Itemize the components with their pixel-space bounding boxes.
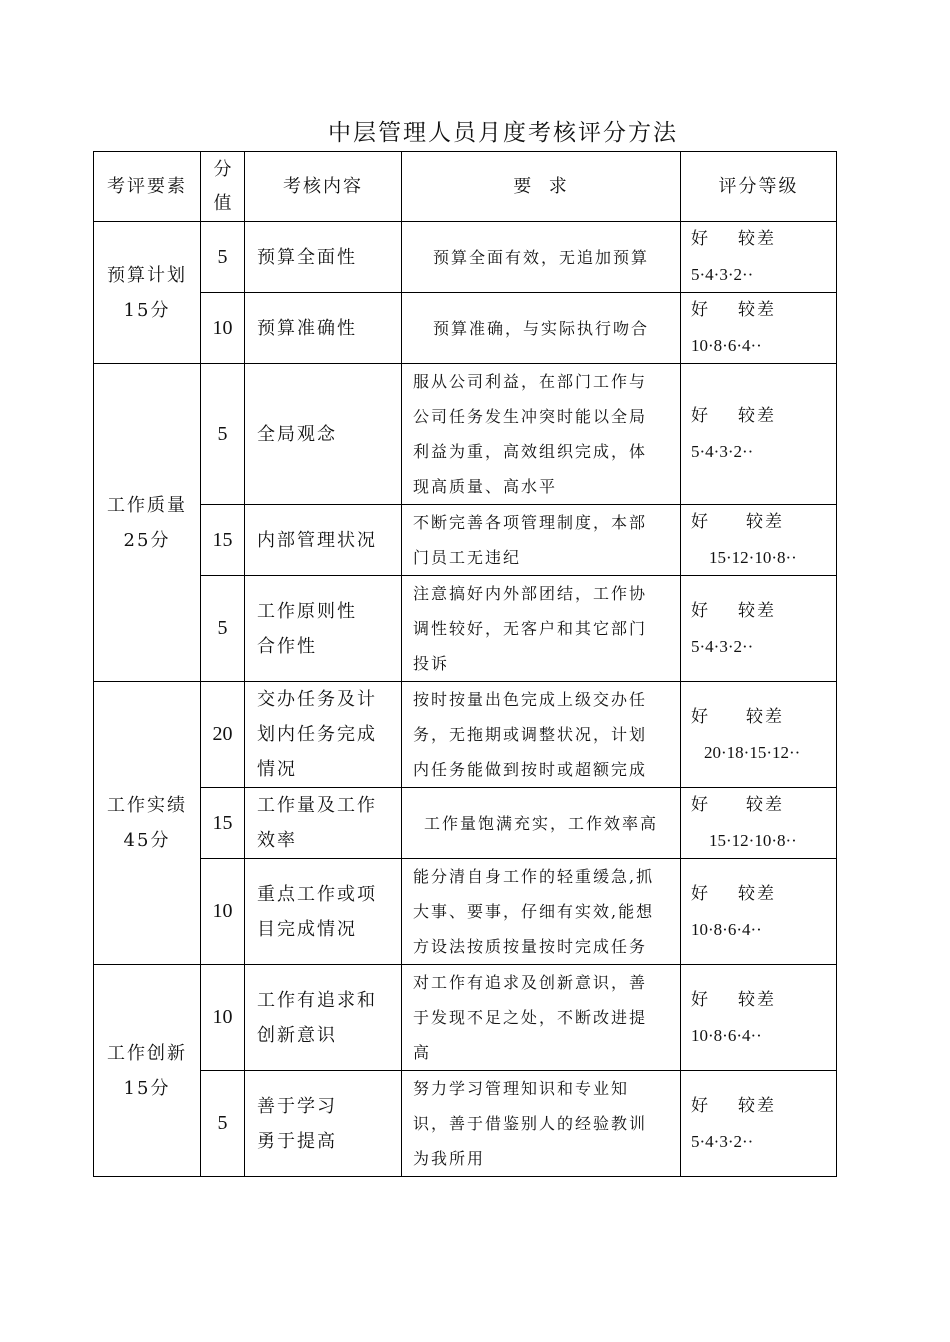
grade-poor-label: 较差 <box>746 795 784 815</box>
content-line: 内部管理状况 <box>257 529 377 551</box>
content-cell <box>245 505 402 576</box>
grade-scores: 15·12·10·8·· <box>709 548 797 567</box>
grade-cell <box>681 293 837 364</box>
grade-labels <box>691 877 836 912</box>
content-line: 情况 <box>257 759 297 780</box>
requirement-line: 投诉 <box>413 654 450 673</box>
grade-good-label: 好 <box>691 795 710 815</box>
content-line: 预算全面性 <box>257 246 357 268</box>
content-line: 重点工作或项 <box>257 883 377 905</box>
grade-good-label: 好 <box>691 1095 710 1116</box>
table-row <box>94 576 837 682</box>
grade-labels <box>691 293 836 328</box>
requirement-line: 门员工无违纪 <box>413 548 522 567</box>
requirement-line: 利益为重，高效组织完成，体 <box>413 442 648 461</box>
grade-poor-label: 较差 <box>738 883 776 904</box>
grade-scores: 5·4·3·2·· <box>691 265 754 284</box>
grade-cell <box>681 788 837 859</box>
requirement-line: 现高质量、高水平 <box>413 477 558 496</box>
requirement-cell <box>402 576 681 682</box>
grade-cell <box>681 859 837 965</box>
element-total: 45分 <box>123 830 171 851</box>
grade-poor-label: 较差 <box>738 1095 776 1116</box>
content-line: 划内任务完成 <box>257 724 377 745</box>
element-name: 工作质量 <box>107 494 187 516</box>
requirement-line: 预算全面有效，无追加预算 <box>432 247 649 267</box>
requirement-cell <box>402 859 681 965</box>
header-requirement-label: 要 求 <box>513 175 569 197</box>
grade-good-label: 好 <box>691 600 710 621</box>
header-row <box>94 152 837 222</box>
content-line: 工作量及工作 <box>257 795 377 816</box>
requirement-line: 服从公司利益，在部门工作与 <box>413 372 648 391</box>
value-cell: 5 <box>201 1071 245 1177</box>
grade-poor-label: 较差 <box>738 600 776 621</box>
content-cell <box>245 682 402 788</box>
table-row <box>94 505 837 576</box>
header-requirement <box>402 152 681 222</box>
table-row <box>94 364 837 505</box>
requirement-line: 注意搞好内外部团结，工作协 <box>413 584 648 603</box>
header-value-line2: 值 <box>213 192 232 214</box>
element-total: 15分 <box>123 1077 171 1099</box>
table-row <box>94 293 837 364</box>
content-line: 效率 <box>257 830 297 851</box>
requirement-line: 为我所用 <box>413 1149 486 1168</box>
grade-cell <box>681 364 837 505</box>
value-cell: 5 <box>201 576 245 682</box>
requirement-cell <box>402 788 681 859</box>
requirement-line: 务，无拖期或调整状况，计划 <box>413 725 648 744</box>
value-cell: 20 <box>201 682 245 788</box>
grade-good-label: 好 <box>691 706 710 727</box>
table-row <box>94 222 837 293</box>
grade-labels <box>691 983 836 1018</box>
content-line: 创新意识 <box>257 1024 337 1046</box>
grade-poor-label: 较差 <box>746 512 784 532</box>
grade-poor-label: 较差 <box>738 406 776 426</box>
header-element: 考评要素 <box>94 152 201 222</box>
requirement-line: 公司任务发生冲突时能以全局 <box>413 407 648 426</box>
value-cell: 10 <box>201 859 245 965</box>
requirement-cell <box>402 293 681 364</box>
grade-cell <box>681 682 837 788</box>
requirement-line: 对工作有追求及创新意识，善 <box>413 973 648 992</box>
value-cell: 5 <box>201 222 245 293</box>
value-cell: 15 <box>201 788 245 859</box>
requirement-line: 于发现不足之处，不断改进提 <box>413 1008 648 1027</box>
grade-scores: 20·18·15·12·· <box>704 742 801 762</box>
grade-labels <box>691 594 836 629</box>
grade-good-label: 好 <box>691 989 710 1010</box>
element-cell <box>94 682 201 965</box>
value-cell: 10 <box>201 293 245 364</box>
grade-labels <box>691 1089 836 1124</box>
table-row <box>94 859 837 965</box>
grade-labels <box>691 222 836 257</box>
requirement-cell <box>402 1071 681 1177</box>
element-cell <box>94 364 201 682</box>
content-cell <box>245 293 402 364</box>
requirement-line: 工作量饱满充实，工作效率高 <box>423 813 658 833</box>
grade-good-label: 好 <box>691 229 710 249</box>
element-total: 15分 <box>123 299 171 321</box>
grade-cell <box>681 222 837 293</box>
grade-good-label: 好 <box>691 406 710 426</box>
grade-poor-label: 较差 <box>738 989 776 1010</box>
requirement-line: 内任务能做到按时或超额完成 <box>413 760 648 779</box>
grade-poor-label: 较差 <box>738 229 776 249</box>
grade-cell <box>681 505 837 576</box>
grade-labels <box>691 505 836 540</box>
content-cell <box>245 788 402 859</box>
content-line: 交办任务及计 <box>257 689 377 710</box>
table-row <box>94 965 837 1071</box>
content-cell <box>245 222 402 293</box>
element-name: 工作创新 <box>107 1042 187 1064</box>
value-cell: 10 <box>201 965 245 1071</box>
table-row <box>94 1071 837 1177</box>
requirement-line: 按时按量出色完成上级交办任 <box>413 690 648 709</box>
header-value <box>201 152 245 222</box>
content-line: 勇于提高 <box>257 1130 337 1152</box>
header-grade: 评分等级 <box>681 152 837 222</box>
table-row <box>94 682 837 788</box>
assessment-table <box>93 151 837 1177</box>
header-content: 考核内容 <box>245 152 402 222</box>
requirement-line: 努力学习管理知识和专业知 <box>413 1079 630 1098</box>
grade-scores: 5·4·3·2·· <box>691 1131 754 1151</box>
content-line: 工作原则性 <box>257 600 357 622</box>
content-line: 合作性 <box>257 635 317 657</box>
grade-poor-label: 较差 <box>738 300 776 320</box>
value-cell: 5 <box>201 364 245 505</box>
requirement-line: 能分清自身工作的轻重缓急,抓 <box>413 867 655 886</box>
grade-cell <box>681 965 837 1071</box>
content-cell <box>245 576 402 682</box>
requirement-cell <box>402 364 681 505</box>
requirement-cell <box>402 965 681 1071</box>
grade-good-label: 好 <box>691 512 710 532</box>
grade-cell <box>681 1071 837 1177</box>
requirement-line: 预算准确，与实际执行吻合 <box>432 318 649 338</box>
requirement-line: 调性较好，无客户和其它部门 <box>413 619 648 638</box>
content-cell <box>245 1071 402 1177</box>
content-cell <box>245 965 402 1071</box>
content-line: 目完成情况 <box>257 918 357 940</box>
content-line: 预算准确性 <box>257 317 357 339</box>
grade-scores: 10·8·6·4·· <box>691 919 762 939</box>
element-cell <box>94 222 201 364</box>
requirement-line: 识，善于借鉴别人的经验教训 <box>413 1114 648 1133</box>
grade-cell <box>681 576 837 682</box>
element-name: 工作实绩 <box>107 795 187 816</box>
requirement-cell <box>402 222 681 293</box>
content-line: 善于学习 <box>257 1095 337 1117</box>
content-cell <box>245 859 402 965</box>
requirement-cell <box>402 505 681 576</box>
grade-scores: 5·4·3·2·· <box>691 442 754 461</box>
requirement-line: 不断完善各项管理制度，本部 <box>413 513 648 532</box>
grade-scores: 5·4·3·2·· <box>691 636 754 656</box>
grade-labels <box>691 399 836 434</box>
grade-labels <box>691 700 836 735</box>
content-line: 工作有追求和 <box>257 989 377 1011</box>
page-title: 中层管理人员月度考核评分方法 <box>328 120 678 146</box>
requirement-cell <box>402 682 681 788</box>
grade-scores: 10·8·6·4·· <box>691 336 762 355</box>
grade-scores: 15·12·10·8·· <box>709 831 797 850</box>
header-value-line1: 分 <box>213 158 232 180</box>
requirement-line: 大事、要事，仔细有实效,能想 <box>413 902 655 921</box>
grade-poor-label: 较差 <box>746 706 784 727</box>
grade-good-label: 好 <box>691 300 710 320</box>
grade-scores: 10·8·6·4·· <box>691 1025 762 1045</box>
element-cell <box>94 965 201 1177</box>
grade-good-label: 好 <box>691 883 710 904</box>
table-row <box>94 788 837 859</box>
element-total: 25分 <box>123 529 171 551</box>
content-line: 全局观念 <box>257 423 337 445</box>
value-cell: 15 <box>201 505 245 576</box>
content-cell <box>245 364 402 505</box>
element-name: 预算计划 <box>107 264 187 286</box>
requirement-line: 方设法按质按量按时完成任务 <box>413 937 648 956</box>
requirement-line: 高 <box>413 1043 432 1062</box>
grade-labels <box>691 788 836 823</box>
